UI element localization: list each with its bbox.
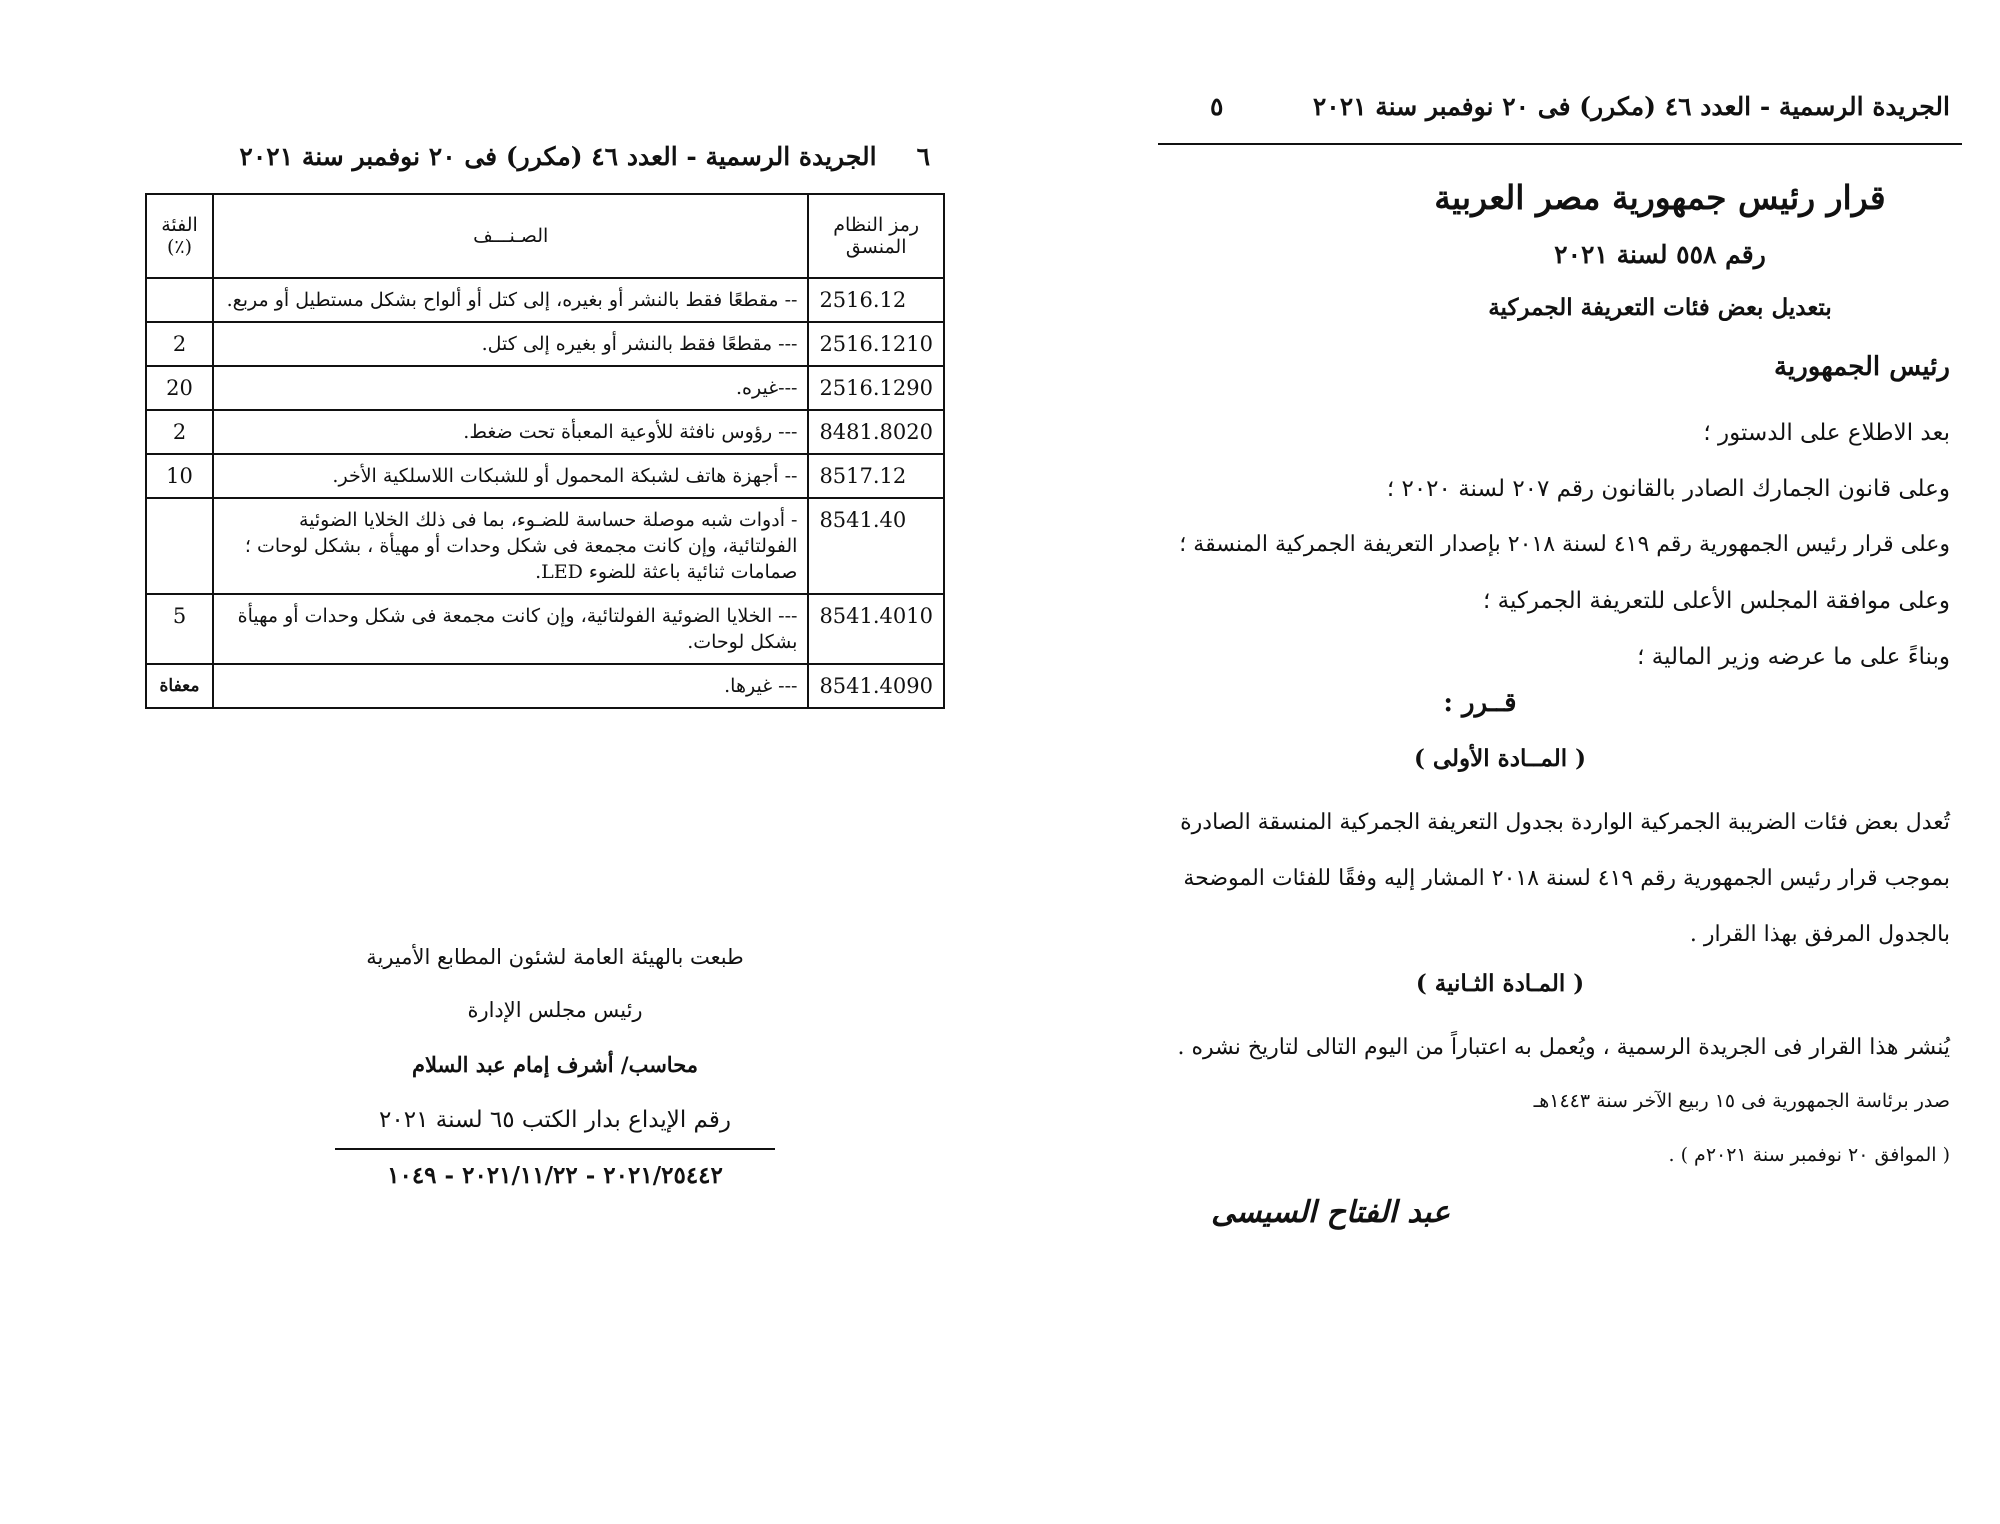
preamble-line: وعلى قرار رئيس الجمهورية رقم ٤١٩ لسنة ٢٠١٨ بإصدار التعريفة الجمركية المنسقة ؛ bbox=[1179, 532, 1950, 557]
decree-title: قرار رئيس جمهورية مصر العربية bbox=[1434, 178, 1886, 217]
article-two-title: ( المـادة الثـانية ) bbox=[1415, 970, 1585, 997]
tariff-rate: 2 bbox=[146, 322, 213, 366]
table-row bbox=[146, 664, 944, 708]
table-row bbox=[146, 454, 944, 498]
table-row bbox=[146, 278, 944, 322]
tariff-description: -- مقطعًا فقط بالنشر أو بغيره، إلى كتل أو ألواح بشكل مستطيل أو مربع. bbox=[213, 278, 808, 322]
page-number: ٥ bbox=[1210, 92, 1224, 121]
page-number: ٦ bbox=[916, 142, 930, 171]
table-row bbox=[146, 498, 944, 594]
tariff-rate bbox=[146, 278, 213, 322]
table-row bbox=[146, 410, 944, 454]
preamble-line: وعلى قانون الجمارك الصادر بالقانون رقم ٢٠٧ لسنة ٢٠٢٠ ؛ bbox=[1386, 476, 1950, 502]
tariff-description: --- غيرها. bbox=[213, 664, 808, 708]
page-six bbox=[130, 0, 960, 1524]
tariff-code: 2516.1210 bbox=[808, 322, 944, 366]
header-text: الجريدة الرسمية - العدد ٤٦ (مكرر) فى ٢٠ نوفمبر سنة ٢٠٢١ bbox=[1312, 92, 1950, 121]
decree-subject: بتعديل بعض فئات التعريفة الجمركية bbox=[1488, 294, 1832, 321]
article-one-line: بموجب قرار رئيس الجمهورية رقم ٤١٩ لسنة ٢٠١٨ المشار إليه وفقًا للفئات الموضحة bbox=[1183, 866, 1950, 891]
article-one-title: ( المــادة الأولى ) bbox=[1413, 745, 1587, 772]
running-header bbox=[210, 142, 960, 171]
tariff-rate: 20 bbox=[146, 366, 213, 410]
running-header bbox=[1150, 92, 1970, 121]
tariff-description: --- الخلايا الضوئية الفولتائية، وإن كانت مجمعة فى شكل وحدات أو مهيأة بشكل لوحات. bbox=[213, 594, 808, 664]
tariff-rate: معفاة bbox=[146, 664, 213, 708]
article-one-line: بالجدول المرفق بهذا القرار . bbox=[1689, 922, 1950, 947]
tariff-code: 8541.4090 bbox=[808, 664, 944, 708]
table-header-row bbox=[146, 194, 944, 278]
header-code bbox=[808, 194, 944, 278]
tariff-table bbox=[145, 193, 945, 709]
chairman-name: محاسب/ أشرف إمام عبد السلام bbox=[412, 1052, 698, 1077]
article-one-line: تُعدل بعض فئات الضريبة الجمركية الواردة بجدول التعريفة الجمركية المنسقة الصادرة bbox=[1180, 810, 1950, 835]
preamble-line: وبناءً على ما عرضه وزير المالية ؛ bbox=[1637, 644, 1950, 670]
header-rule bbox=[1158, 143, 1962, 145]
tariff-description: --- مقطعًا فقط بالنشر أو بغيره إلى كتل. bbox=[213, 322, 808, 366]
tariff-rate: 10 bbox=[146, 454, 213, 498]
header-code-line: المنسق bbox=[845, 236, 907, 258]
preamble-line: وعلى موافقة المجلس الأعلى للتعريفة الجمركية ؛ bbox=[1482, 588, 1950, 614]
tariff-description: -- أجهزة هاتف لشبكة المحمول أو للشبكات اللاسلكية الأخر. bbox=[213, 454, 808, 498]
tariff-code: 8541.40 bbox=[808, 498, 944, 594]
printer-line: طبعت بالهيئة العامة لشئون المطابع الأميرية bbox=[366, 945, 744, 969]
table-row bbox=[146, 594, 944, 664]
issued-line: صدر برئاسة الجمهورية فى ١٥ ربيع الآخر سنة ١٤٤٣هـ bbox=[1533, 1090, 1950, 1112]
header-rate bbox=[146, 194, 213, 278]
tariff-code: 2516.12 bbox=[808, 278, 944, 322]
colophon-rule bbox=[335, 1148, 775, 1150]
tariff-code: 2516.1290 bbox=[808, 366, 944, 410]
header-rate-line: الفئة bbox=[161, 214, 198, 236]
table-row bbox=[146, 366, 944, 410]
article-two-body: يُنشر هذا القرار فى الجريدة الرسمية ، ويُعمل به اعتباراً من اليوم التالى لتاريخ نشره . bbox=[1177, 1035, 1950, 1060]
header-text: الجريدة الرسمية - العدد ٤٦ (مكرر) فى ٢٠ نوفمبر سنة ٢٠٢١ bbox=[239, 142, 877, 171]
table-row bbox=[146, 322, 944, 366]
print-code: ٢٠٢١/٢٥٤٤٢ - ٢٠٢١/١١/٢٢ - ١٠٤٩ bbox=[387, 1162, 723, 1189]
tariff-code: 8541.4010 bbox=[808, 594, 944, 664]
signature: عبد الفتاح السيسى bbox=[1211, 1195, 1450, 1230]
tariff-rate: 2 bbox=[146, 410, 213, 454]
corresponding-date: ( الموافق ٢٠ نوفمبر سنة ٢٠٢١م ) . bbox=[1668, 1144, 1950, 1166]
tariff-description: --- رؤوس نافثة للأوعية المعبأة تحت ضغط. bbox=[213, 410, 808, 454]
article-one-body bbox=[1150, 795, 1950, 963]
tariff-code: 8517.12 bbox=[808, 454, 944, 498]
preamble-line: بعد الاطلاع على الدستور ؛ bbox=[1703, 420, 1950, 446]
tariff-description: - أدوات شبه موصلة حساسة للضـوء، بما فى ذلك الخلايا الضوئية الفولتائية، وإن كانت مجمعة فى شكل وحدات أو مهيأة ، بشكل لوحات ؛ صمامات ثنائية باعثة للضوء LED. bbox=[213, 498, 808, 594]
tariff-description: ---غيره. bbox=[213, 366, 808, 410]
header-code-line: رمز النظام bbox=[833, 214, 920, 236]
tariff-rate bbox=[146, 498, 213, 594]
tariff-rate: 5 bbox=[146, 594, 213, 664]
page-five bbox=[1150, 0, 1970, 1524]
header-rate-line: (٪) bbox=[166, 236, 193, 258]
header-description: الصـنـــف bbox=[213, 194, 808, 278]
preamble bbox=[1150, 405, 1950, 685]
decree-word: قــرر : bbox=[1443, 688, 1517, 718]
tariff-code: 8481.8020 bbox=[808, 410, 944, 454]
deposit-number: رقم الإيداع بدار الكتب ٦٥ لسنة ٢٠٢١ bbox=[379, 1107, 731, 1133]
president-heading: رئيس الجمهورية bbox=[1774, 352, 1950, 382]
decree-number: رقم ٥٥٨ لسنة ٢٠٢١ bbox=[1554, 240, 1766, 269]
chairman-title: رئيس مجلس الإدارة bbox=[467, 998, 643, 1022]
